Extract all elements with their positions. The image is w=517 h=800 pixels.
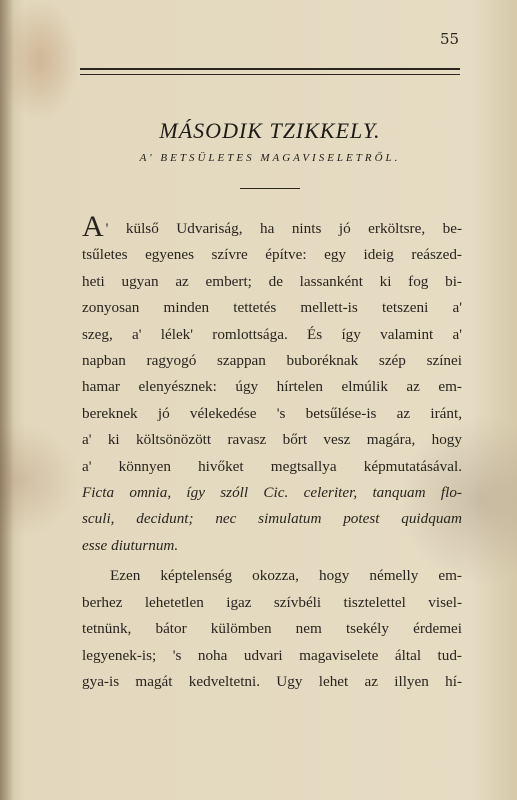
text-line: szeg, a' lélek' romlottsága. És így valamint a'	[82, 325, 462, 343]
header-rule-thin	[80, 74, 460, 75]
page-gutter-shadow	[0, 0, 14, 800]
header-rule	[80, 68, 460, 70]
text-line: Ezen képtelenség okozza, hogy némelly em-	[110, 567, 462, 585]
body-text	[82, 210, 462, 695]
text-line: tetnünk, bátor külömben nem tsekély érdemei	[82, 620, 462, 638]
chapter-subheading: A' BETSÜLETES MAGAVISELETRŐL.	[139, 152, 401, 164]
text-line: a' könnyen hivőket megtsallya képmutatásával.	[82, 457, 462, 475]
text-line: hamar elenyésznek: úgy hírtelen elmúlik az em-	[82, 378, 462, 396]
heading-divider	[240, 188, 300, 189]
text-line: berhez lehetetlen igaz szívbéli tisztelettel visel-	[82, 593, 462, 611]
text-line: zonyosan minden tettetés mellett-is tetszeni a'	[82, 299, 462, 317]
text-line: a' ki költsönözött ravasz bőrt vesz magára, hogy	[82, 431, 462, 449]
latin-quote-line: Ficta omnia, így szóll Cic. celeriter, tanquam flo-	[82, 484, 462, 502]
text-line: tsűletes egyenes szívre építve: egy ideig reászed-	[82, 246, 462, 264]
page-number: 55	[440, 30, 460, 48]
chapter-heading: MÁSODIK TZIKKELY.	[159, 118, 381, 143]
latin-quote-line: esse diuturnum.	[82, 536, 179, 554]
latin-quote-line: sculi, decidunt; nec simulatum potest quidquam	[82, 510, 462, 528]
text-line: legyenek-is; 's noha udvari magaviselete által tud-	[82, 646, 462, 664]
text-line: napban ragyogó szappan buboréknak szép színei	[82, 352, 462, 370]
drop-cap: A	[82, 210, 104, 243]
text-line: gya-is magát kedveltetni. Ugy lehet az illyen hí-	[82, 672, 462, 690]
text-line: bereknek jó vélekedése 's betsűlése-is az iránt,	[82, 404, 462, 422]
text-line: heti ugyan az embert; de lassanként ki fog bi-	[82, 272, 462, 290]
text-line: A ' külső Udvariság, ha nints jó erköltsre, be-	[82, 210, 462, 243]
